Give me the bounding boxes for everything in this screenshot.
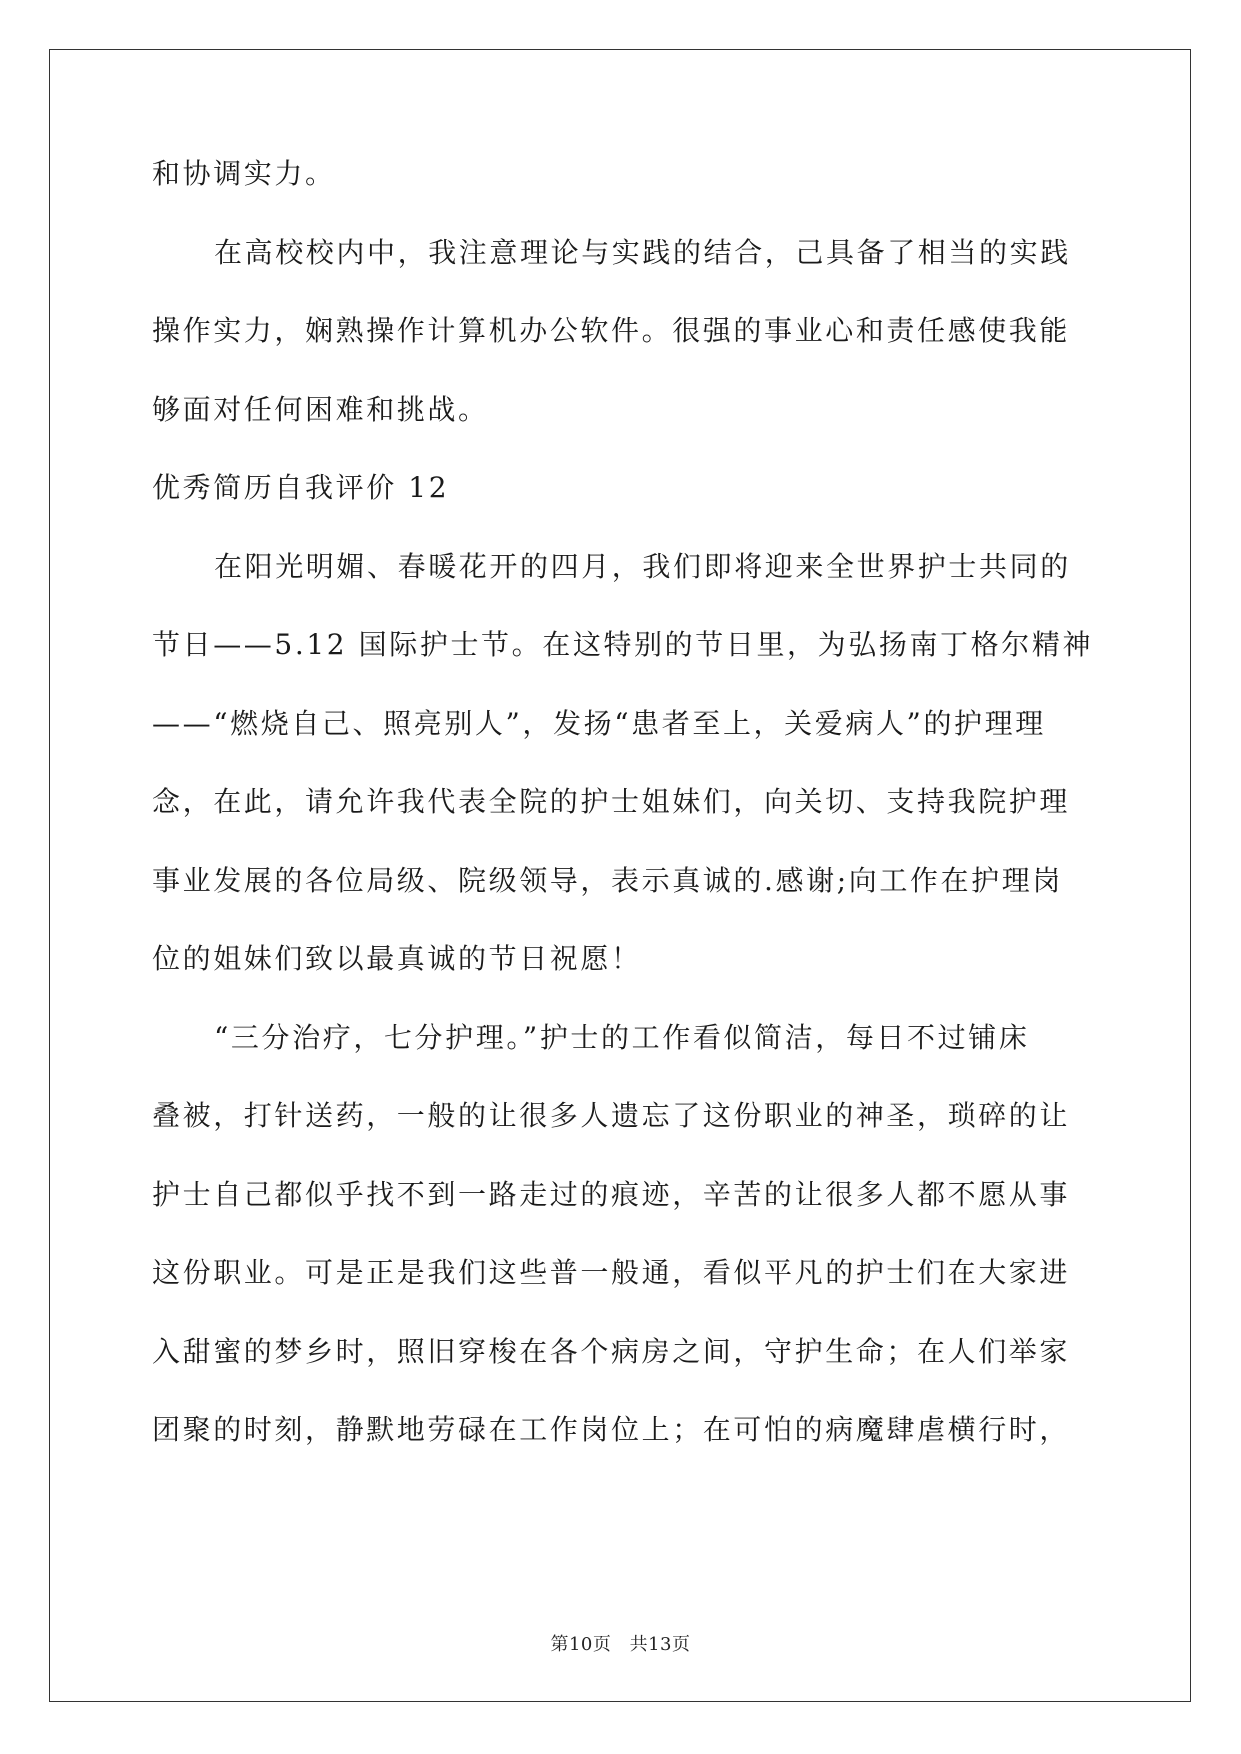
text-line: 护士自己都似乎找不到一路走过的痕迹，辛苦的让很多人都不愿从事 bbox=[152, 1177, 1071, 1211]
text-line: 团聚的时刻，静默地劳碌在工作岗位上；在可怕的病魔肆虐横行时， bbox=[152, 1413, 1071, 1446]
text-line: 这份职业。可是正是我们这些普一般通，看似平凡的护士们在大家进 bbox=[152, 1256, 1071, 1289]
page-number: 第10页 bbox=[550, 1634, 612, 1655]
text-line: 位的姐妹们致以最真诚的节日祝愿！ bbox=[152, 942, 642, 975]
document-body bbox=[152, 157, 1094, 1495]
text-line: 操作实力，娴熟操作计算机办公软件。很强的事业心和责任感使我能 bbox=[152, 314, 1071, 347]
text-line: 够面对任何困难和挑战。 bbox=[152, 392, 489, 426]
text-line: 事业发展的各位局级、院级领导，表示真诚的.感谢;向工作在护理岗 bbox=[152, 863, 1063, 897]
page-total: 共13页 bbox=[629, 1634, 691, 1655]
paragraph-first-line: “三分治疗，七分护理。”护士的工作看似简洁，每日不过铺床 bbox=[214, 1020, 1030, 1054]
text-line: ——“燃烧自己、照亮别人”，发扬“患者至上，关爱病人”的护理理 bbox=[152, 706, 1046, 740]
page-footer bbox=[0, 1630, 1241, 1656]
text-line: 节日——5.12 国际护士节。在这特别的节日里，为弘扬南丁格尔精神 bbox=[152, 628, 1094, 661]
text-line: 念，在此，请允许我代表全院的护士姐妹们，向关切、支持我院护理 bbox=[152, 785, 1071, 818]
section-heading: 优秀简历自我评价 12 bbox=[152, 471, 450, 504]
text-line: 和协调实力。 bbox=[152, 157, 336, 190]
paragraph-first-line: 在阳光明媚、春暖花开的四月，我们即将迎来全世界护士共同的 bbox=[214, 549, 1071, 583]
text-line: 入甜蜜的梦乡时，照旧穿梭在各个病房之间，守护生命；在人们举家 bbox=[152, 1334, 1071, 1368]
paragraph-first-line: 在高校校内中，我注意理论与实践的结合，己具备了相当的实践 bbox=[214, 235, 1071, 269]
text-line: 叠被，打针送药，一般的让很多人遗忘了这份职业的神圣，琐碎的让 bbox=[152, 1099, 1071, 1132]
